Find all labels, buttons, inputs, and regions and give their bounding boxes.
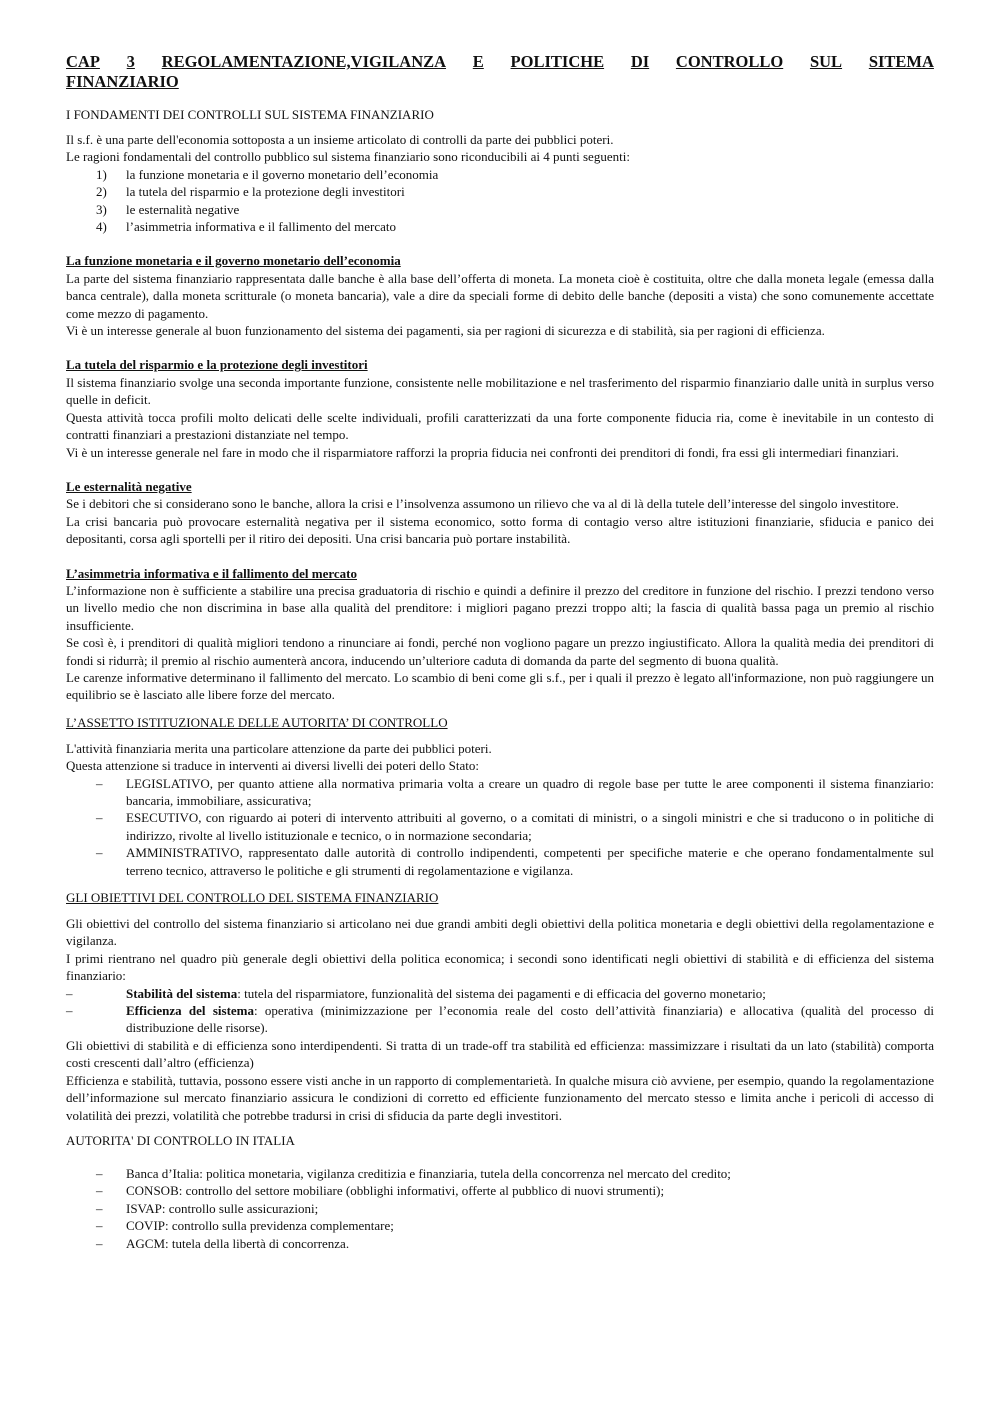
- paragraph: Vi è un interesse generale al buon funzionamento del sistema dei pagamenti, sia per ragioni di sicurezza e di stabilità, sia per ragioni di efficienza.: [66, 323, 825, 339]
- numbered-list: [66, 166, 934, 236]
- list-text: ISVAP: controllo sulle assicurazioni;: [126, 1200, 319, 1216]
- document-page: [66, 52, 934, 1252]
- list-item: [66, 1235, 934, 1252]
- list-text: AMMINISTRATIVO, rappresentato dalle autorità di controllo indipendenti, competenti per specifiche materie e che operano fondamentalmente sul terreno tecnico, attraverso le politiche e gli strumenti di regolamentazione e vigilanza.: [126, 845, 934, 878]
- list-text: [126, 985, 934, 1002]
- title-word: CAP: [66, 52, 100, 71]
- objective-title: Efficienza del sistema: [126, 1003, 254, 1019]
- objective-description: : operativa (minimizzazione per l’economia reale del costo dell’attività finanziaria) e allocativa (qualità del processo di distribuzione delle risorse).: [126, 1003, 934, 1036]
- section-heading-autorita: AUTORITA' DI CONTROLLO IN ITALIA: [66, 1132, 295, 1148]
- document-title: [66, 52, 934, 92]
- list-text: la tutela del risparmio e la protezione degli investitori: [126, 184, 405, 200]
- list-text: COVIP: controllo sulla previdenza complementare;: [126, 1218, 394, 1234]
- subsection-heading-funzione-monetaria: La funzione monetaria e il governo monetario dell’economia: [66, 253, 401, 269]
- list-dash: –: [66, 985, 73, 1001]
- title-word: SITEMA: [868, 52, 934, 71]
- paragraph: Gli obiettivi di stabilità e di efficienza sono interdipendenti. Si tratta di un trade-off tra stabilità ed efficienza: massimizzare i risultati da un lato (stabilità) comporta costi crescenti dall’altro (efficienza): [66, 1037, 934, 1071]
- list-dash: –: [96, 1183, 103, 1199]
- list-item: [66, 218, 934, 235]
- list-text: le esternalità negative: [126, 201, 240, 217]
- paragraph: Efficienza e stabilità, tuttavia, possono essere visti anche in un rapporto di complementarietà. In qualche misura ciò avviene, per esempio, quando la regolamentazione dell’informazione sul mercato finanziario assicura le condizioni di corretto ed efficiente funzionamento del mercato stesso e limita anche i pericoli di accesso di volatilità dei prezzi, volatilità che potrebbe tradursi in crisi di sfiducia da parte degli investitori.: [66, 1072, 934, 1123]
- list-item: [66, 1165, 934, 1182]
- list-text: AGCM: tutela della libertà di concorrenza.: [126, 1235, 350, 1251]
- list-text: Banca d’Italia: politica monetaria, vigilanza creditizia e finanziaria, tutela della concorrenza nel mercato del credito;: [126, 1165, 731, 1181]
- list-number: 4): [96, 219, 107, 235]
- list-text: LEGISLATIVO, per quanto attiene alla normativa primaria volta a creare un quadro di regole base per tutte le aree componenti il sistema finanziario: bancaria, immobiliare, assicurativa;: [126, 775, 934, 808]
- title-word: POLITICHE: [510, 52, 605, 71]
- list-text: ESECUTIVO, con riguardo ai poteri di intervento attribuiti al governo, o a comitati di ministri, o a singoli ministri e che si traducono o in politiche di indirizzo, rivolte al livello istituzionale e tecnico, o in normazione secondaria;: [126, 810, 934, 843]
- paragraph: Gli obiettivi del controllo del sistema finanziario si articolano nei due grandi ambiti degli obiettivi della politica monetaria e degli obiettivi della regolamentazione e vigilanza.: [66, 916, 934, 949]
- paragraph: I primi rientrano nel quadro più generale degli obiettivi della politica economica; i secondi sono identificati negli obiettivi di stabilità e di efficienza del sistema finanziario:: [66, 950, 934, 984]
- list-dash: –: [96, 775, 103, 791]
- list-dash: –: [96, 810, 103, 826]
- paragraph: Vi è un interesse generale nel fare in modo che il risparmiatore rafforzi la propria fiducia nei confronti dei prenditori di fondi, fra essi gli intermediari finanziari.: [66, 444, 899, 460]
- objective-item-stabilita: [66, 985, 934, 1002]
- list-text: CONSOB: controllo del settore mobiliare (obblighi informativi, offerte al pubblico di nuovi strumenti);: [126, 1183, 665, 1199]
- paragraph: Le ragioni fondamentali del controllo pubblico sul sistema finanziario sono riconducibili ai 4 punti seguenti:: [66, 149, 630, 165]
- paragraph: L’informazione non è sufficiente a stabilire una precisa graduatoria di rischio e quindi a definire il prezzo del creditore in funzione del rischio. I prezzi tendono verso un livello medio che non discrimina in base alla qualità del prenditore: i migliori pagano prezzi troppo alti; la fascia di qualità bassa paga un premio al rischio insufficiente.: [66, 582, 934, 633]
- list-dash: –: [66, 1003, 73, 1019]
- title-word: DI: [630, 52, 650, 71]
- list-item: [66, 1200, 934, 1217]
- list-item: [66, 1182, 934, 1199]
- section-heading-fondamenti: I FONDAMENTI DEI CONTROLLI SUL SISTEMA FINANZIARIO: [66, 107, 434, 122]
- list-text: [126, 1002, 934, 1037]
- list-dash: –: [96, 1165, 103, 1181]
- paragraph: Questa attenzione si traduce in interventi ai diversi livelli dei poteri dello Stato:: [66, 758, 479, 774]
- list-item: [66, 1217, 934, 1234]
- list-number: 1): [96, 166, 107, 182]
- list-number: 2): [96, 184, 107, 200]
- list-number: 3): [96, 201, 107, 217]
- document-title-line2: FINANZIARIO: [66, 72, 179, 91]
- list-item: [66, 809, 934, 844]
- section-heading-obiettivi: GLI OBIETTIVI DEL CONTROLLO DEL SISTEMA FINANZIARIO: [66, 890, 439, 906]
- objective-item-efficienza: [66, 1002, 934, 1037]
- objective-description: : tutela del risparmiatore, funzionalità del sistema dei pagamenti e di efficacia del governo monetario;: [237, 985, 766, 1001]
- subsection-heading-asimmetria: L’asimmetria informativa e il fallimento del mercato: [66, 565, 357, 581]
- list-dash: –: [96, 1235, 103, 1251]
- paragraph: Se così è, i prenditori di qualità migliori tendono a rinunciare ai fondi, perché non vogliono pagare un prezzo ingiustificato. Allora la qualità media dei prenditori di fondi si ridurrà; il premio al rischio aumenterà ancora, inducendo un’ulteriore caduta di domanda da parte del segmento di buona qualità.: [66, 635, 934, 668]
- list-item: [66, 844, 934, 879]
- objective-title: Stabilità del sistema: [126, 985, 238, 1001]
- paragraph: Se i debitori che si considerano sono le banche, allora la crisi e l’insolvenza assumono un rilievo che va al di là della tutele dell’interesse del singolo investitore.: [66, 496, 899, 512]
- paragraph: Le carenze informative determinano il fallimento del mercato. Lo scambio di beni come gli s.f., per i quali il prezzo è legato all'informazione, non può raggiungere un equilibrio se è lasciato alle libere forze del mercato.: [66, 669, 934, 703]
- paragraph: La crisi bancaria può provocare esternalità negativa per il sistema economico, sotto forma di contagio verso altre istituzioni finanziarie, sfiducia e panico dei depositanti, corsa agli sportelli per il ritiro dei depositi. Una crisi bancaria può portare instabilità.: [66, 513, 934, 547]
- list-dash: –: [96, 845, 103, 861]
- list-item: [66, 183, 934, 200]
- list-item: [66, 166, 934, 183]
- dash-list: [66, 1165, 934, 1252]
- dash-list: [66, 775, 934, 879]
- subsection-heading-esternalita: Le esternalità negative: [66, 478, 192, 494]
- title-word: REGOLAMENTAZIONE,VIGILANZA: [161, 52, 447, 71]
- title-word: E: [472, 52, 484, 71]
- list-text: la funzione monetaria e il governo monetario dell’economia: [126, 166, 439, 182]
- title-word: 3: [126, 52, 135, 71]
- list-item: [66, 201, 934, 218]
- list-text: l’asimmetria informativa e il fallimento del mercato: [126, 219, 397, 235]
- subsection-heading-tutela-risparmio: La tutela del risparmio e la protezione degli investitori: [66, 357, 368, 373]
- list-item: [66, 775, 934, 810]
- title-word: CONTROLLO: [675, 52, 784, 71]
- title-word: SUL: [809, 52, 843, 71]
- list-dash: –: [96, 1218, 103, 1234]
- list-dash: –: [96, 1200, 103, 1216]
- paragraph: Il s.f. è una parte dell'economia sottoposta a un insieme articolato di controlli da parte dei pubblici poteri.: [66, 132, 614, 147]
- paragraph: La parte del sistema finanziario rappresentata dalle banche è alla base dell’offerta di moneta. La moneta cioè è costituita, oltre che dalla moneta legale (emessa dalla banca centrale), dalla moneta scritturale (o moneta bancaria), vale a dire da speciali forme di debito delle banche (depositi a vista) che sono comunemente accettate come mezzo di pagamento.: [66, 270, 934, 321]
- paragraph: Questa attività tocca profili molto delicati delle scelte individuali, profili caratterizzati da una forte componente fiducia ria, come è inevitabile in un contesto di contratti finanziari a prestazioni distanziate nel tempo.: [66, 409, 934, 443]
- paragraph: Il sistema finanziario svolge una seconda importante funzione, consistente nelle mobilitazione e nel trasferimento del risparmio finanziario dalle unità in surplus verso quelle in deficit.: [66, 374, 934, 408]
- paragraph: L'attività finanziaria merita una particolare attenzione da parte dei pubblici poteri.: [66, 740, 492, 756]
- section-heading-assetto: L’ASSETTO ISTITUZIONALE DELLE AUTORITA’ DI CONTROLLO: [66, 714, 448, 730]
- document-title-line1: [66, 52, 934, 72]
